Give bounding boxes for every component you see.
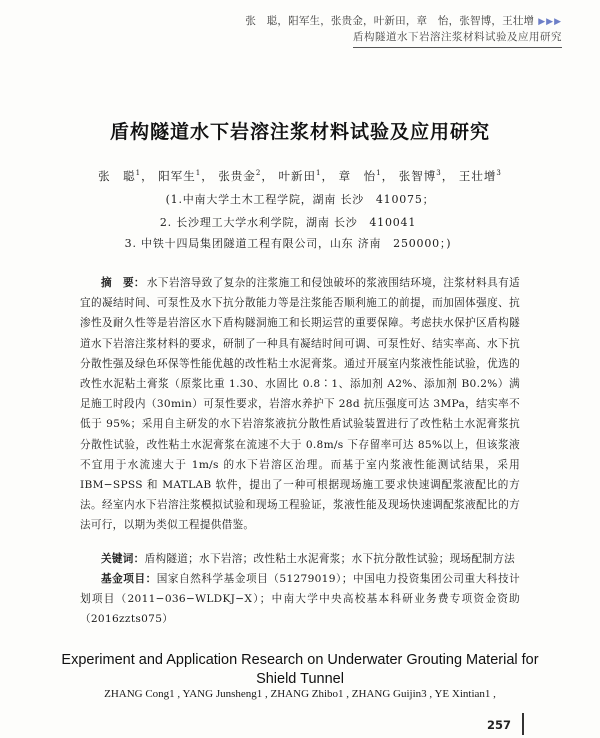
page-number: 257 (487, 718, 512, 732)
abstract (80, 273, 520, 536)
affiliation-2: 2. 长沙理工大学水利学院，湖南 长沙 410041 (159, 216, 417, 229)
triangle-arrows-icon: ▶▶▶ (538, 17, 562, 27)
keywords-label: 关键词： (101, 553, 145, 565)
funding (80, 569, 520, 629)
english-title: Experiment and Application Research on Underwater Grouting Material for Shield Tunnel (61, 652, 539, 687)
running-header (150, 14, 562, 48)
page-number-divider (522, 713, 524, 735)
author: 阳军生$^1$ (158, 169, 202, 183)
running-header-authors (150, 14, 562, 30)
running-header-title: 盾构隧道水下岩溶注浆材料试验及应用研究 (353, 30, 562, 48)
abstract-text: 水下岩溶导致了复杂的注浆施工和侵蚀破坏的浆液围结环境，注浆材料具有适宜的凝结时间、可泵性及水下抗分散能力等是注浆能否顺利施工的前提，而加固体强度、抗渗性及耐久性等是岩溶区水下盾构隧洞施工和长期运营的重要保障。考虑扶水保护区盾构隧道水下岩溶注浆材料的要求，研制了一种具有凝结时间可调、可泵性好、结实率高、水下抗分散性强及绿色环保等性能优越的改性粘土水泥膏浆。通过开展室内浆液性能试验，优选的改性水泥粘土膏浆（原浆比重 1.30、水固比 0.8∶1、添加剂 A2%、添加剂 B0.2%）满足施工时段内（30min）可泵性要求，岩溶水养护下 28d 抗压强度可达 3MPa，结实率不低于 95%；采用自主研发的水下岩溶浆液抗分散性盾试验装置进行了改性粘土水泥膏浆抗分散性试验，改性粘土水泥膏浆在流速不大于 0.8m/s 下存留率可达 85%以上，但该浆液不宜用于水流速大于 1m/s 的水下岩溶区治理。而基于室内浆液性能测试结果，采用 IBM−SPSS 和 MATLAB 软件，提出了一种可根据现场施工要求快速调配浆液配比的方法。经室内水下岩溶注浆模拟试验和现场工程验证，浆液性能及现场快速调配浆液配比的方法可行，以期为类似工程提供借鉴。 (80, 277, 520, 532)
abstract-label: 摘 要： (101, 277, 145, 289)
author: 章 怡$^1$ (338, 169, 382, 183)
author: 张贵金$^2$ (218, 169, 262, 183)
funding-label: 基金项目： (101, 573, 157, 585)
running-header-authors-text: 张 聪，阳军生，张贵金，叶新田，章 怡，张智博，王壮增 (245, 15, 535, 27)
keywords-text: 盾构隧道；水下岩溶；改性粘土水泥膏浆；水下抗分散性试验；现场配制方法 (144, 553, 515, 565)
affiliation-3: 3. 中铁十四局集团隧道工程有限公司，山东 济南 250000；) (124, 237, 452, 250)
keywords (80, 549, 520, 569)
author: 王壮增$^3$ (458, 169, 502, 183)
english-authors: ZHANG Cong1 , YANG Junsheng1 , ZHANG Zhibo1 , ZHANG Guijin3 , YE Xintian1 , (104, 688, 496, 700)
paper-title: 盾构隧道水下岩溶注浆材料试验及应用研究 (109, 121, 490, 143)
funding-text: 国家自然科学基金项目（51279019）；中国电力投资集团公司重大科技计划项目（2011−036−WLDKJ−X）；中南大学中央高校基本科研业务费专项资金资助（2016zzts075） (80, 573, 521, 625)
author: 叶新田$^1$ (278, 169, 322, 183)
author-list: 张 聪$^1$， 阳军生$^1$， 张贵金$^2$， 叶新田$^1$， 章 怡$^1$， 张智博$^3$， 王壮增$^3$ (98, 169, 502, 183)
author: 张智博$^3$ (398, 169, 442, 183)
affiliation-1: (1.中南大学土木工程学院，湖南 长沙 410075； (165, 193, 435, 206)
author: 张 聪$^1$ (98, 169, 142, 183)
